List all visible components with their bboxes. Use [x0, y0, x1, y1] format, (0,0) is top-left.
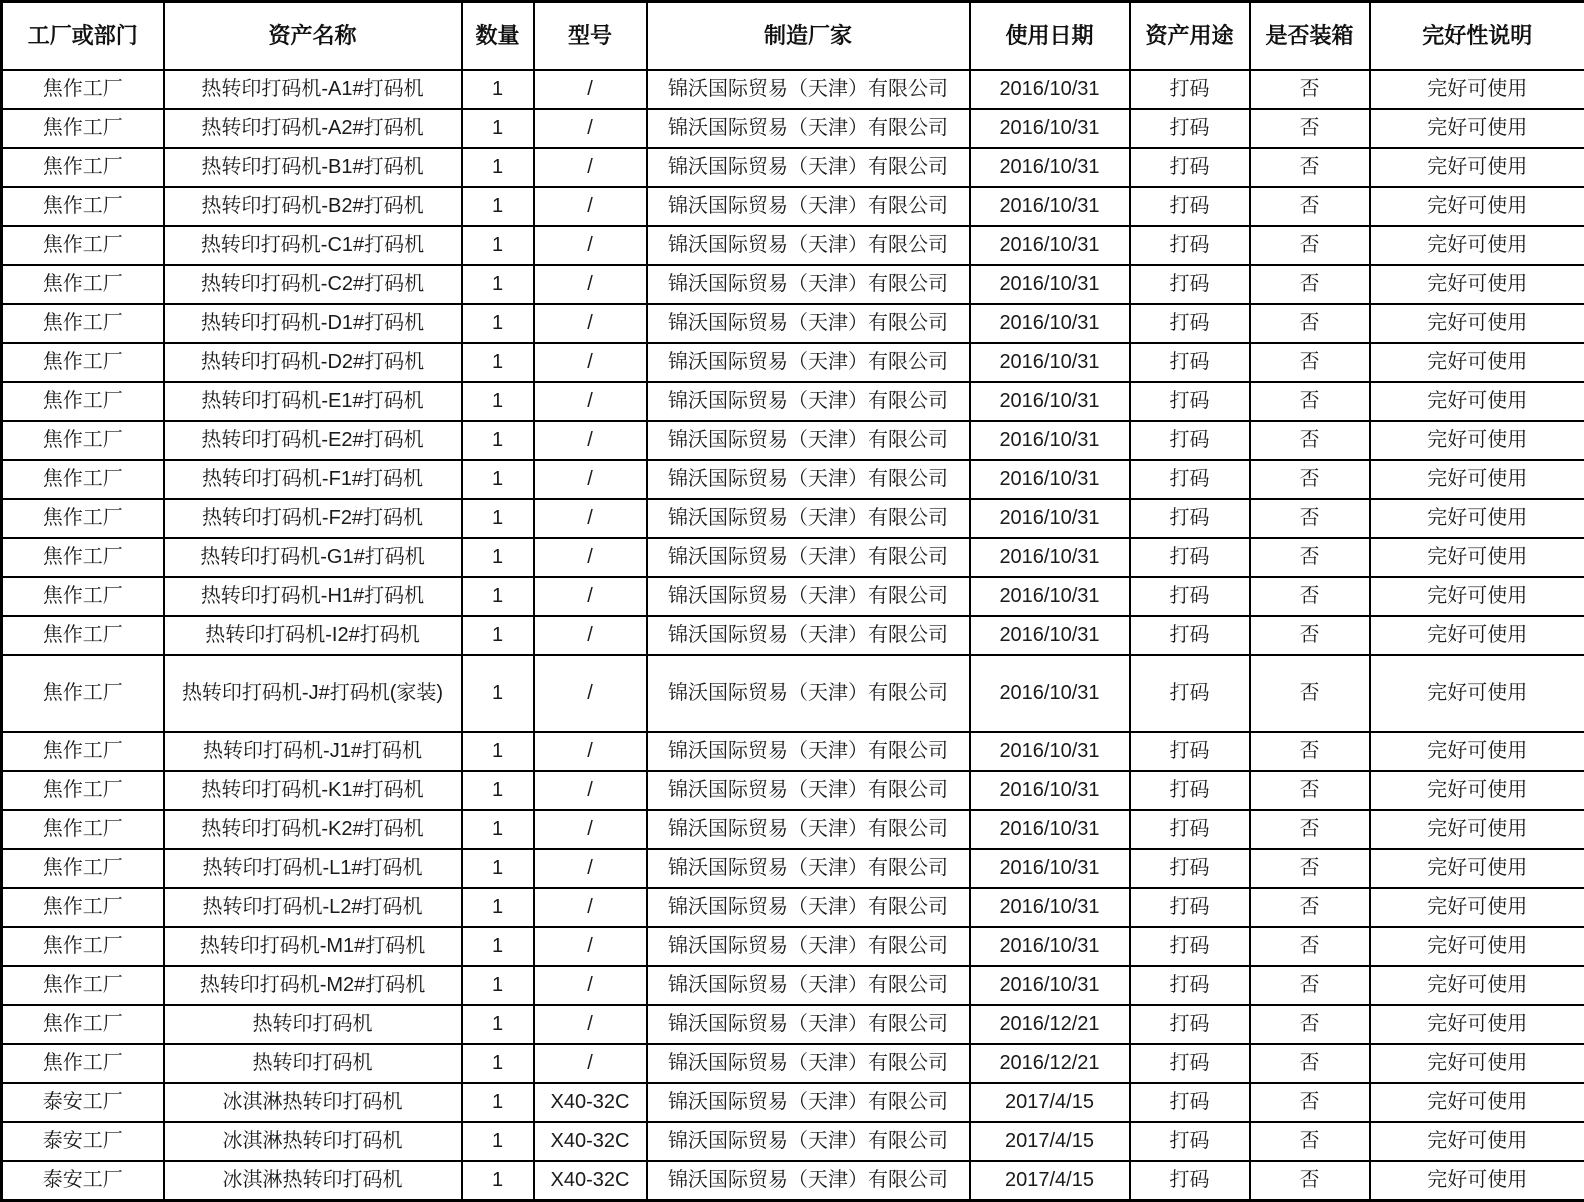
cell-model: / [534, 888, 647, 927]
cell-manufacturer: 锦沃国际贸易（天津）有限公司 [647, 460, 970, 499]
cell-boxed: 否 [1250, 460, 1370, 499]
cell-boxed: 否 [1250, 148, 1370, 187]
cell-condition: 完好可使用 [1370, 148, 1584, 187]
cell-quantity: 1 [462, 538, 534, 577]
cell-asset-usage: 打码 [1130, 616, 1250, 655]
cell-quantity: 1 [462, 304, 534, 343]
cell-asset-usage: 打码 [1130, 109, 1250, 148]
header-row [2, 2, 1584, 71]
cell-asset-usage: 打码 [1130, 577, 1250, 616]
cell-model: / [534, 109, 647, 148]
cell-quantity: 1 [462, 927, 534, 966]
cell-asset-usage: 打码 [1130, 849, 1250, 888]
cell-condition: 完好可使用 [1370, 226, 1584, 265]
cell-asset-usage: 打码 [1130, 966, 1250, 1005]
cell-quantity: 1 [462, 1083, 534, 1122]
table-row [2, 226, 1584, 265]
cell-asset-name: 热转印打码机-C2#打码机 [164, 265, 462, 304]
cell-condition: 完好可使用 [1370, 1005, 1584, 1044]
cell-use-date: 2016/10/31 [970, 538, 1130, 577]
cell-asset-usage: 打码 [1130, 226, 1250, 265]
cell-factory: 焦作工厂 [2, 771, 164, 810]
cell-condition: 完好可使用 [1370, 966, 1584, 1005]
cell-model: / [534, 460, 647, 499]
cell-boxed: 否 [1250, 538, 1370, 577]
cell-factory: 焦作工厂 [2, 343, 164, 382]
cell-use-date: 2016/10/31 [970, 343, 1130, 382]
cell-use-date: 2016/10/31 [970, 616, 1130, 655]
cell-asset-name: 热转印打码机-L1#打码机 [164, 849, 462, 888]
cell-condition: 完好可使用 [1370, 849, 1584, 888]
table-row [2, 187, 1584, 226]
cell-manufacturer: 锦沃国际贸易（天津）有限公司 [647, 304, 970, 343]
cell-condition: 完好可使用 [1370, 1044, 1584, 1083]
cell-model: / [534, 1005, 647, 1044]
cell-manufacturer: 锦沃国际贸易（天津）有限公司 [647, 810, 970, 849]
cell-asset-name: 热转印打码机-J#打码机(家装) [164, 655, 462, 732]
cell-asset-name: 热转印打码机-A1#打码机 [164, 70, 462, 109]
cell-factory: 焦作工厂 [2, 70, 164, 109]
table-row [2, 499, 1584, 538]
cell-boxed: 否 [1250, 771, 1370, 810]
cell-model: / [534, 304, 647, 343]
table-row [2, 538, 1584, 577]
table-row [2, 810, 1584, 849]
cell-quantity: 1 [462, 732, 534, 771]
cell-manufacturer: 锦沃国际贸易（天津）有限公司 [647, 538, 970, 577]
cell-factory: 焦作工厂 [2, 499, 164, 538]
cell-use-date: 2016/10/31 [970, 927, 1130, 966]
cell-model: / [534, 655, 647, 732]
cell-boxed: 否 [1250, 616, 1370, 655]
cell-quantity: 1 [462, 771, 534, 810]
cell-use-date: 2017/4/15 [970, 1083, 1130, 1122]
cell-boxed: 否 [1250, 888, 1370, 927]
cell-asset-usage: 打码 [1130, 1083, 1250, 1122]
cell-factory: 焦作工厂 [2, 382, 164, 421]
cell-condition: 完好可使用 [1370, 810, 1584, 849]
cell-asset-name: 热转印打码机-D2#打码机 [164, 343, 462, 382]
cell-condition: 完好可使用 [1370, 538, 1584, 577]
cell-boxed: 否 [1250, 655, 1370, 732]
cell-manufacturer: 锦沃国际贸易（天津）有限公司 [647, 1122, 970, 1161]
cell-model: / [534, 343, 647, 382]
cell-quantity: 1 [462, 382, 534, 421]
cell-quantity: 1 [462, 616, 534, 655]
cell-asset-name: 热转印打码机-F1#打码机 [164, 460, 462, 499]
cell-model: / [534, 810, 647, 849]
cell-manufacturer: 锦沃国际贸易（天津）有限公司 [647, 421, 970, 460]
cell-asset-usage: 打码 [1130, 1122, 1250, 1161]
cell-condition: 完好可使用 [1370, 343, 1584, 382]
table-row [2, 966, 1584, 1005]
cell-quantity: 1 [462, 849, 534, 888]
cell-use-date: 2016/10/31 [970, 226, 1130, 265]
cell-condition: 完好可使用 [1370, 771, 1584, 810]
cell-quantity: 1 [462, 226, 534, 265]
cell-manufacturer: 锦沃国际贸易（天津）有限公司 [647, 927, 970, 966]
cell-manufacturer: 锦沃国际贸易（天津）有限公司 [647, 732, 970, 771]
cell-asset-usage: 打码 [1130, 499, 1250, 538]
table-row [2, 888, 1584, 927]
cell-boxed: 否 [1250, 966, 1370, 1005]
cell-asset-name: 热转印打码机-F2#打码机 [164, 499, 462, 538]
table-row [2, 849, 1584, 888]
cell-model: / [534, 966, 647, 1005]
cell-factory: 焦作工厂 [2, 732, 164, 771]
cell-asset-name: 热转印打码机-D1#打码机 [164, 304, 462, 343]
cell-model: / [534, 148, 647, 187]
table-row [2, 771, 1584, 810]
cell-quantity: 1 [462, 966, 534, 1005]
cell-asset-name: 热转印打码机-G1#打码机 [164, 538, 462, 577]
cell-model: / [534, 616, 647, 655]
cell-factory: 焦作工厂 [2, 927, 164, 966]
col-header-quantity: 数量 [462, 2, 534, 71]
cell-asset-usage: 打码 [1130, 771, 1250, 810]
cell-model: / [534, 1044, 647, 1083]
cell-asset-name: 热转印打码机 [164, 1044, 462, 1083]
cell-manufacturer: 锦沃国际贸易（天津）有限公司 [647, 1005, 970, 1044]
cell-asset-usage: 打码 [1130, 655, 1250, 732]
cell-condition: 完好可使用 [1370, 1083, 1584, 1122]
cell-model: / [534, 70, 647, 109]
cell-manufacturer: 锦沃国际贸易（天津）有限公司 [647, 771, 970, 810]
cell-manufacturer: 锦沃国际贸易（天津）有限公司 [647, 265, 970, 304]
cell-use-date: 2016/10/31 [970, 109, 1130, 148]
cell-asset-usage: 打码 [1130, 888, 1250, 927]
cell-use-date: 2016/10/31 [970, 810, 1130, 849]
cell-manufacturer: 锦沃国际贸易（天津）有限公司 [647, 655, 970, 732]
cell-model: / [534, 187, 647, 226]
cell-quantity: 1 [462, 1044, 534, 1083]
cell-use-date: 2016/10/31 [970, 148, 1130, 187]
col-header-use-date: 使用日期 [970, 2, 1130, 71]
cell-asset-usage: 打码 [1130, 265, 1250, 304]
cell-manufacturer: 锦沃国际贸易（天津）有限公司 [647, 577, 970, 616]
cell-use-date: 2016/10/31 [970, 771, 1130, 810]
table-row [2, 616, 1584, 655]
cell-quantity: 1 [462, 460, 534, 499]
cell-manufacturer: 锦沃国际贸易（天津）有限公司 [647, 499, 970, 538]
cell-condition: 完好可使用 [1370, 421, 1584, 460]
cell-manufacturer: 锦沃国际贸易（天津）有限公司 [647, 187, 970, 226]
cell-factory: 焦作工厂 [2, 1005, 164, 1044]
cell-model: / [534, 771, 647, 810]
cell-asset-name: 热转印打码机-K2#打码机 [164, 810, 462, 849]
cell-use-date: 2016/12/21 [970, 1044, 1130, 1083]
cell-condition: 完好可使用 [1370, 1161, 1584, 1200]
table-row [2, 343, 1584, 382]
cell-factory: 焦作工厂 [2, 1044, 164, 1083]
cell-factory: 泰安工厂 [2, 1083, 164, 1122]
cell-asset-usage: 打码 [1130, 187, 1250, 226]
cell-quantity: 1 [462, 577, 534, 616]
cell-manufacturer: 锦沃国际贸易（天津）有限公司 [647, 148, 970, 187]
cell-model: / [534, 421, 647, 460]
cell-boxed: 否 [1250, 849, 1370, 888]
cell-condition: 完好可使用 [1370, 616, 1584, 655]
cell-quantity: 1 [462, 1122, 534, 1161]
cell-asset-usage: 打码 [1130, 382, 1250, 421]
cell-condition: 完好可使用 [1370, 732, 1584, 771]
cell-boxed: 否 [1250, 343, 1370, 382]
cell-model: / [534, 927, 647, 966]
cell-factory: 泰安工厂 [2, 1161, 164, 1200]
cell-quantity: 1 [462, 499, 534, 538]
cell-quantity: 1 [462, 888, 534, 927]
cell-asset-name: 冰淇淋热转印打码机 [164, 1161, 462, 1200]
cell-boxed: 否 [1250, 1005, 1370, 1044]
cell-quantity: 1 [462, 1161, 534, 1200]
cell-condition: 完好可使用 [1370, 109, 1584, 148]
cell-quantity: 1 [462, 810, 534, 849]
cell-asset-usage: 打码 [1130, 304, 1250, 343]
cell-manufacturer: 锦沃国际贸易（天津）有限公司 [647, 1044, 970, 1083]
cell-quantity: 1 [462, 421, 534, 460]
cell-asset-name: 热转印打码机-L2#打码机 [164, 888, 462, 927]
table-row [2, 421, 1584, 460]
table-body [2, 70, 1584, 1200]
cell-boxed: 否 [1250, 70, 1370, 109]
table-row [2, 577, 1584, 616]
cell-asset-name: 热转印打码机-J1#打码机 [164, 732, 462, 771]
col-header-manufacturer: 制造厂家 [647, 2, 970, 71]
cell-manufacturer: 锦沃国际贸易（天津）有限公司 [647, 70, 970, 109]
cell-use-date: 2016/10/31 [970, 888, 1130, 927]
cell-condition: 完好可使用 [1370, 382, 1584, 421]
cell-use-date: 2016/12/21 [970, 1005, 1130, 1044]
col-header-model: 型号 [534, 2, 647, 71]
cell-quantity: 1 [462, 70, 534, 109]
cell-manufacturer: 锦沃国际贸易（天津）有限公司 [647, 1161, 970, 1200]
table-row [2, 1083, 1584, 1122]
cell-boxed: 否 [1250, 577, 1370, 616]
col-header-asset-name: 资产名称 [164, 2, 462, 71]
cell-model: X40-32C [534, 1122, 647, 1161]
cell-boxed: 否 [1250, 187, 1370, 226]
cell-use-date: 2016/10/31 [970, 460, 1130, 499]
cell-quantity: 1 [462, 265, 534, 304]
cell-manufacturer: 锦沃国际贸易（天津）有限公司 [647, 888, 970, 927]
table-row [2, 265, 1584, 304]
cell-quantity: 1 [462, 187, 534, 226]
cell-condition: 完好可使用 [1370, 927, 1584, 966]
cell-manufacturer: 锦沃国际贸易（天津）有限公司 [647, 226, 970, 265]
cell-factory: 焦作工厂 [2, 810, 164, 849]
cell-factory: 焦作工厂 [2, 538, 164, 577]
cell-asset-usage: 打码 [1130, 343, 1250, 382]
cell-asset-name: 热转印打码机-M1#打码机 [164, 927, 462, 966]
cell-factory: 焦作工厂 [2, 577, 164, 616]
cell-use-date: 2016/10/31 [970, 577, 1130, 616]
cell-model: / [534, 499, 647, 538]
table-row [2, 1161, 1584, 1200]
cell-boxed: 否 [1250, 927, 1370, 966]
cell-factory: 焦作工厂 [2, 616, 164, 655]
cell-condition: 完好可使用 [1370, 187, 1584, 226]
cell-condition: 完好可使用 [1370, 304, 1584, 343]
cell-asset-name: 冰淇淋热转印打码机 [164, 1083, 462, 1122]
table-row [2, 1122, 1584, 1161]
cell-manufacturer: 锦沃国际贸易（天津）有限公司 [647, 1083, 970, 1122]
cell-manufacturer: 锦沃国际贸易（天津）有限公司 [647, 109, 970, 148]
cell-quantity: 1 [462, 343, 534, 382]
cell-quantity: 1 [462, 148, 534, 187]
table-row [2, 109, 1584, 148]
cell-condition: 完好可使用 [1370, 1122, 1584, 1161]
cell-model: / [534, 849, 647, 888]
cell-boxed: 否 [1250, 265, 1370, 304]
cell-asset-usage: 打码 [1130, 810, 1250, 849]
cell-boxed: 否 [1250, 304, 1370, 343]
cell-quantity: 1 [462, 655, 534, 732]
cell-asset-usage: 打码 [1130, 1005, 1250, 1044]
cell-factory: 焦作工厂 [2, 304, 164, 343]
cell-boxed: 否 [1250, 499, 1370, 538]
cell-asset-name: 热转印打码机-H1#打码机 [164, 577, 462, 616]
table-row [2, 304, 1584, 343]
cell-manufacturer: 锦沃国际贸易（天津）有限公司 [647, 849, 970, 888]
cell-factory: 焦作工厂 [2, 187, 164, 226]
table-row [2, 70, 1584, 109]
cell-asset-name: 热转印打码机-A2#打码机 [164, 109, 462, 148]
cell-condition: 完好可使用 [1370, 655, 1584, 732]
cell-asset-usage: 打码 [1130, 148, 1250, 187]
table-row [2, 148, 1584, 187]
cell-use-date: 2016/10/31 [970, 421, 1130, 460]
table-row [2, 732, 1584, 771]
cell-quantity: 1 [462, 109, 534, 148]
cell-use-date: 2016/10/31 [970, 732, 1130, 771]
cell-asset-name: 冰淇淋热转印打码机 [164, 1122, 462, 1161]
cell-use-date: 2016/10/31 [970, 382, 1130, 421]
cell-asset-name: 热转印打码机-E2#打码机 [164, 421, 462, 460]
cell-use-date: 2016/10/31 [970, 966, 1130, 1005]
cell-asset-name: 热转印打码机-M2#打码机 [164, 966, 462, 1005]
cell-use-date: 2016/10/31 [970, 265, 1130, 304]
table-row [2, 382, 1584, 421]
table-row [2, 1005, 1584, 1044]
cell-condition: 完好可使用 [1370, 499, 1584, 538]
col-header-asset-usage: 资产用途 [1130, 2, 1250, 71]
cell-manufacturer: 锦沃国际贸易（天津）有限公司 [647, 966, 970, 1005]
table-row [2, 927, 1584, 966]
cell-asset-usage: 打码 [1130, 732, 1250, 771]
cell-asset-name: 热转印打码机-C1#打码机 [164, 226, 462, 265]
cell-use-date: 2016/10/31 [970, 499, 1130, 538]
cell-use-date: 2016/10/31 [970, 187, 1130, 226]
table-row [2, 655, 1584, 732]
cell-factory: 焦作工厂 [2, 888, 164, 927]
col-header-factory: 工厂或部门 [2, 2, 164, 71]
cell-use-date: 2016/10/31 [970, 70, 1130, 109]
cell-model: X40-32C [534, 1083, 647, 1122]
cell-factory: 焦作工厂 [2, 226, 164, 265]
cell-boxed: 否 [1250, 226, 1370, 265]
cell-boxed: 否 [1250, 1044, 1370, 1083]
cell-factory: 焦作工厂 [2, 966, 164, 1005]
cell-boxed: 否 [1250, 1122, 1370, 1161]
cell-model: / [534, 265, 647, 304]
cell-boxed: 否 [1250, 382, 1370, 421]
cell-condition: 完好可使用 [1370, 70, 1584, 109]
cell-model: X40-32C [534, 1161, 647, 1200]
cell-asset-usage: 打码 [1130, 538, 1250, 577]
cell-manufacturer: 锦沃国际贸易（天津）有限公司 [647, 343, 970, 382]
cell-model: / [534, 732, 647, 771]
cell-factory: 焦作工厂 [2, 655, 164, 732]
table-row [2, 460, 1584, 499]
cell-asset-usage: 打码 [1130, 1044, 1250, 1083]
cell-condition: 完好可使用 [1370, 888, 1584, 927]
cell-manufacturer: 锦沃国际贸易（天津）有限公司 [647, 616, 970, 655]
cell-asset-usage: 打码 [1130, 927, 1250, 966]
cell-asset-name: 热转印打码机-I2#打码机 [164, 616, 462, 655]
col-header-boxed: 是否装箱 [1250, 2, 1370, 71]
cell-quantity: 1 [462, 1005, 534, 1044]
cell-asset-usage: 打码 [1130, 421, 1250, 460]
cell-boxed: 否 [1250, 109, 1370, 148]
cell-asset-name: 热转印打码机-B1#打码机 [164, 148, 462, 187]
cell-condition: 完好可使用 [1370, 577, 1584, 616]
cell-boxed: 否 [1250, 421, 1370, 460]
cell-boxed: 否 [1250, 732, 1370, 771]
cell-boxed: 否 [1250, 810, 1370, 849]
cell-factory: 焦作工厂 [2, 265, 164, 304]
cell-use-date: 2017/4/15 [970, 1122, 1130, 1161]
cell-boxed: 否 [1250, 1083, 1370, 1122]
cell-condition: 完好可使用 [1370, 265, 1584, 304]
cell-boxed: 否 [1250, 1161, 1370, 1200]
col-header-condition: 完好性说明 [1370, 2, 1584, 71]
cell-factory: 焦作工厂 [2, 109, 164, 148]
table-row [2, 1044, 1584, 1083]
cell-use-date: 2016/10/31 [970, 849, 1130, 888]
cell-model: / [534, 538, 647, 577]
cell-model: / [534, 382, 647, 421]
cell-use-date: 2016/10/31 [970, 655, 1130, 732]
cell-asset-usage: 打码 [1130, 1161, 1250, 1200]
cell-asset-usage: 打码 [1130, 460, 1250, 499]
cell-factory: 焦作工厂 [2, 460, 164, 499]
cell-model: / [534, 577, 647, 616]
cell-use-date: 2016/10/31 [970, 304, 1130, 343]
cell-use-date: 2017/4/15 [970, 1161, 1130, 1200]
cell-factory: 焦作工厂 [2, 849, 164, 888]
cell-factory: 焦作工厂 [2, 148, 164, 187]
cell-asset-name: 热转印打码机-E1#打码机 [164, 382, 462, 421]
cell-model: / [534, 226, 647, 265]
cell-asset-usage: 打码 [1130, 70, 1250, 109]
cell-condition: 完好可使用 [1370, 460, 1584, 499]
cell-factory: 焦作工厂 [2, 421, 164, 460]
cell-factory: 泰安工厂 [2, 1122, 164, 1161]
cell-asset-name: 热转印打码机-B2#打码机 [164, 187, 462, 226]
cell-asset-name: 热转印打码机-K1#打码机 [164, 771, 462, 810]
cell-asset-name: 热转印打码机 [164, 1005, 462, 1044]
cell-manufacturer: 锦沃国际贸易（天津）有限公司 [647, 382, 970, 421]
